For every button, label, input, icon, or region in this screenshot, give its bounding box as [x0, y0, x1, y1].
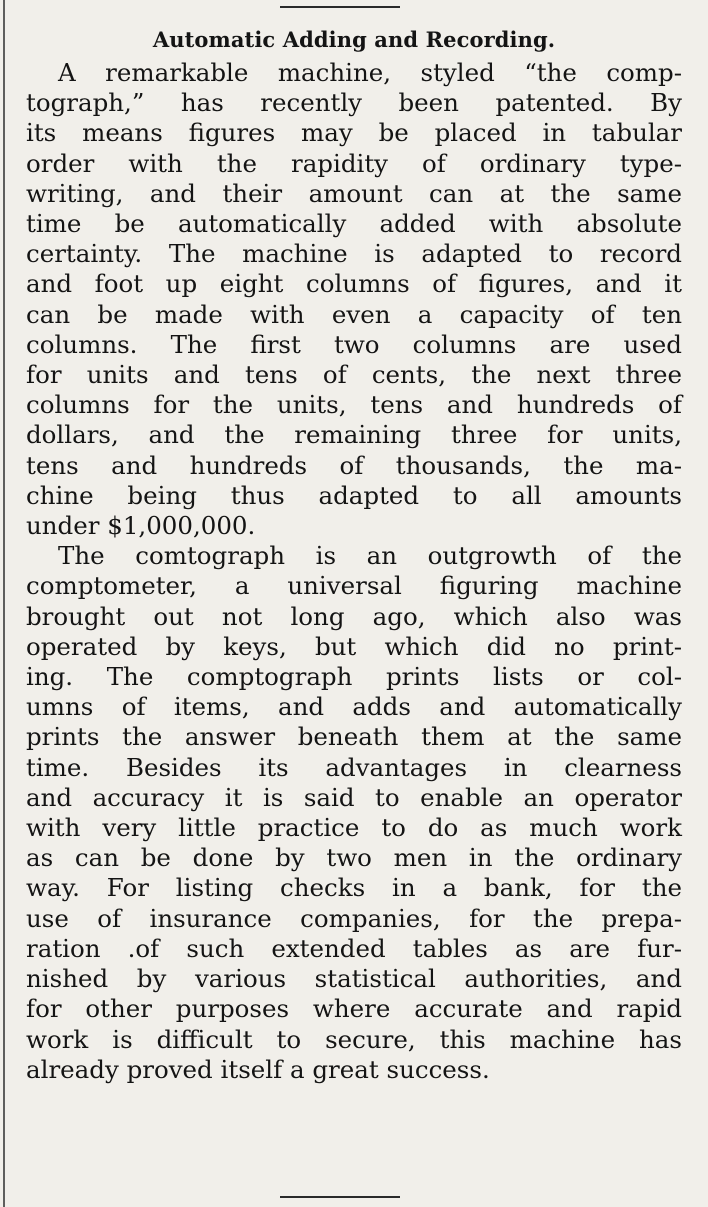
- text-line: ing. The comptograph prints lists or col-: [26, 662, 682, 692]
- text-line: tens and hundreds of thousands, the ma-: [26, 450, 682, 480]
- text-line: ration .of such extended tables as are fur-: [26, 933, 682, 963]
- bottom-divider-rule: [280, 1196, 400, 1198]
- text-line: umns of items, and adds and automatically: [26, 692, 682, 722]
- text-line: certainty. The machine is adapted to record: [26, 239, 682, 269]
- paragraph-1: [26, 58, 682, 541]
- text-line: already proved itself a great success.: [26, 1054, 490, 1084]
- article: [26, 22, 682, 1085]
- text-line: columns. The first two columns are used: [26, 329, 682, 359]
- text-line: time be automatically added with absolute: [26, 209, 682, 239]
- text-line: and foot up eight columns of figures, and it: [26, 269, 682, 299]
- article-headline: Automatic Adding and Recording.: [152, 27, 556, 52]
- text-line: work is difficult to secure, this machine has: [26, 1024, 682, 1054]
- paragraph-2: [26, 541, 682, 1085]
- column-border: [3, 0, 5, 1207]
- text-line: writing, and their amount can at the same: [26, 178, 682, 208]
- text-line: operated by keys, but which did no print-: [26, 631, 682, 661]
- text-line: way. For listing checks in a bank, for the: [26, 873, 682, 903]
- text-line: comptometer, a universal figuring machine: [26, 571, 682, 601]
- text-line: order with the rapidity of ordinary type-: [26, 148, 682, 178]
- text-line: time. Besides its advantages in clearness: [26, 752, 682, 782]
- text-line: nished by various statistical authorities, and: [26, 964, 682, 994]
- text-line: and accuracy it is said to enable an operator: [26, 782, 682, 812]
- text-line: its means figures may be placed in tabular: [26, 118, 682, 148]
- text-line: tograph,” has recently been patented. By: [26, 88, 682, 118]
- text-line: dollars, and the remaining three for units,: [26, 420, 682, 450]
- text-line: use of insurance companies, for the prepa-: [26, 903, 682, 933]
- text-line: prints the answer beneath them at the same: [26, 722, 682, 752]
- text-line: can be made with even a capacity of ten: [26, 299, 682, 329]
- top-divider-rule: [280, 6, 400, 8]
- text-line: as can be done by two men in the ordinary: [26, 843, 682, 873]
- text-line: columns for the units, tens and hundreds of: [26, 390, 682, 420]
- text-line: for units and tens of cents, the next three: [26, 360, 682, 390]
- text-line: for other purposes where accurate and rapid: [26, 994, 682, 1024]
- text-line: A remarkable machine, styled “the comp-: [58, 58, 682, 87]
- text-line: under $1,000,000.: [26, 511, 256, 541]
- text-line: chine being thus adapted to all amounts: [26, 480, 682, 510]
- text-line: brought out not long ago, which also was: [26, 601, 682, 631]
- text-line: The comtograph is an outgrowth of the: [58, 541, 682, 571]
- text-line: with very little practice to do as much work: [26, 813, 682, 843]
